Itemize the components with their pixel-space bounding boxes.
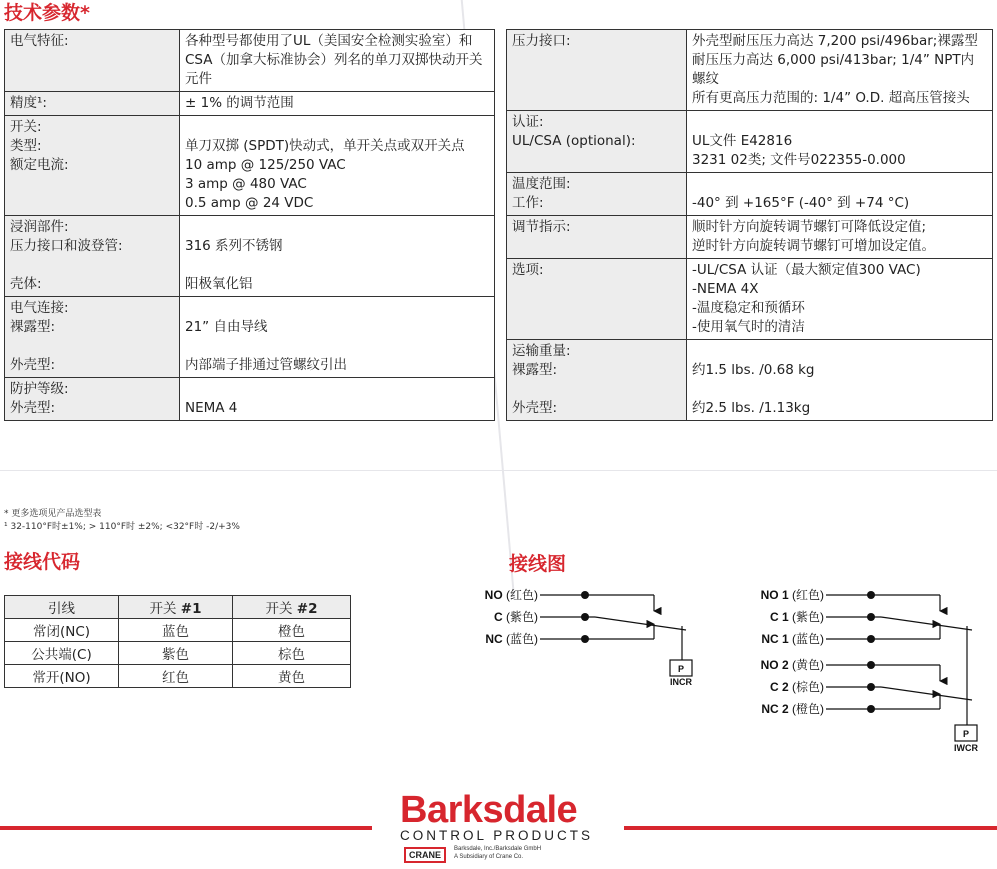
dual-label-c2 — [770, 679, 824, 694]
spec-key: 外壳型: — [10, 357, 56, 373]
spec-key-cell — [5, 30, 180, 92]
spec-key-cell — [507, 216, 687, 259]
spec-value-cell — [180, 116, 495, 216]
spec-key-cell — [5, 297, 180, 378]
spec-key-cell — [5, 116, 180, 216]
spec-key: 外壳型: — [512, 400, 558, 416]
spec-table-left — [4, 29, 495, 421]
table-row — [5, 92, 495, 116]
terminal-dot — [867, 683, 875, 691]
spec-key: 电气特征: — [10, 33, 69, 49]
label-code: NO 2 — [760, 658, 789, 672]
spec-key-cell — [507, 173, 687, 216]
table-row — [5, 665, 351, 688]
spec-key-cell — [5, 216, 180, 297]
subsidiary-line-2: A Subsidiary of Crane Co. — [454, 854, 524, 860]
table-row — [5, 297, 495, 378]
spec-value: -NEMA 4X — [692, 281, 759, 297]
spec-table-right — [506, 29, 993, 421]
label-code: NO 1 — [760, 588, 789, 602]
footnote-accuracy: ¹ 32-110°F时±1%; > 110°F时 ±2%; <32°F时 -2/+3% — [4, 522, 240, 532]
spec-value — [692, 175, 987, 194]
label-code: C — [493, 610, 503, 624]
crane-subsidiary-text — [454, 845, 541, 861]
terminal-dot — [867, 705, 875, 713]
spec-value: 3 amp @ 480 VAC — [185, 176, 307, 192]
spec-key: 压力接口: — [512, 33, 571, 49]
spec-value — [692, 342, 987, 361]
spec-value-cell — [180, 30, 495, 92]
spec-value-cell — [180, 297, 495, 378]
spec-value — [692, 380, 987, 399]
lead-cell: 常闭(NC) — [5, 619, 119, 642]
spec-value: -40° 到 +165°F (-40° 到 +74 °C) — [692, 195, 910, 211]
spec-value: 0.5 amp @ 24 VDC — [185, 195, 314, 211]
spec-value-cell — [180, 216, 495, 297]
spec-value: 单刀双掷 (SPDT)快动式，单开关点或双开关点 — [185, 138, 465, 154]
spec-value-cell — [687, 216, 993, 259]
spec-value-cell — [687, 173, 993, 216]
spec-value — [185, 118, 489, 137]
spec-key: UL/CSA (optional): — [512, 133, 636, 149]
terminal-dot — [581, 591, 589, 599]
switch-blade — [595, 617, 686, 630]
spec-value: UL文件 E42816 — [692, 133, 793, 149]
switch-1-cell: 红色 — [119, 665, 233, 688]
label-color: (红色) — [792, 588, 824, 602]
wiring-code-title: 接线代码 — [4, 551, 81, 573]
spec-value: 316 系列不锈钢 — [185, 238, 283, 254]
spec-key: 精度¹: — [10, 95, 47, 111]
terminal-dot — [867, 613, 875, 621]
spec-value — [692, 113, 987, 132]
spec-key-cell — [5, 378, 180, 421]
spec-value: 顺时针方向旋转调节螺钉可降低设定值; — [692, 219, 927, 235]
terminal-dot — [867, 635, 875, 643]
spec-value: 约2.5 lbs. /1.13kg — [692, 400, 811, 416]
dual-label-nc1 — [761, 631, 824, 646]
spec-key: 选项: — [512, 262, 544, 278]
spec-key: 温度范围: — [512, 176, 571, 192]
barksdale-logo — [400, 790, 600, 869]
switch-2-cell: 棕色 — [233, 642, 351, 665]
spec-value-cell — [687, 259, 993, 340]
terminal-dot — [581, 613, 589, 621]
spec-value-cell — [180, 92, 495, 116]
table-row — [5, 116, 495, 216]
switch-2-cell: 黄色 — [233, 665, 351, 688]
header-switch-1 — [119, 596, 233, 619]
spec-value: ± 1% 的调节范围 — [185, 95, 294, 111]
spec-value-cell — [687, 340, 993, 421]
dual-label-no2 — [761, 658, 824, 672]
table-row — [507, 111, 993, 173]
footer-red-bar-left — [0, 826, 372, 830]
header-switch-1-label: 开关 — [149, 601, 181, 617]
spec-value: 逆时针方向旋转调节螺钉可增加设定值。 — [692, 238, 935, 254]
label-code: NC — [485, 632, 503, 646]
label-color: (蓝色) — [506, 632, 538, 646]
label-color: (棕色) — [792, 680, 824, 694]
table-row — [507, 216, 993, 259]
spec-key: 浸润部件: — [10, 219, 69, 235]
spec-value: 10 amp @ 125/250 VAC — [185, 157, 346, 173]
header-switch-2 — [233, 596, 351, 619]
spec-key: 防护等级: — [10, 381, 69, 397]
table-row — [5, 642, 351, 665]
spec-key: 认证: — [512, 114, 544, 130]
switch-1-cell: 蓝色 — [119, 619, 233, 642]
terminal-dot — [867, 591, 875, 599]
label-code: NO — [484, 588, 503, 602]
spec-value — [185, 256, 489, 275]
background-line — [0, 470, 997, 471]
footnote-more-options: * 更多选项见产品选型表 — [4, 509, 102, 519]
spec-value: 内部端子排通过管螺纹引出 — [185, 357, 347, 373]
label-color: (黄色) — [792, 658, 824, 672]
section-title: 技术参数* — [4, 2, 90, 24]
spec-key-cell — [507, 340, 687, 421]
label-code: C 1 — [769, 610, 789, 624]
terminal-dot — [867, 661, 875, 669]
brand-name: Barksdale — [400, 789, 578, 831]
label-color: (红色) — [506, 588, 538, 602]
spec-key-cell — [5, 92, 180, 116]
table-row — [5, 30, 495, 92]
spec-key: 裸露型: — [10, 319, 56, 335]
spec-key — [10, 256, 174, 275]
spec-value: -UL/CSA 认证（最大额定值300 VAC) — [692, 262, 921, 278]
spec-value: -温度稳定和预循环 — [692, 300, 805, 316]
dual-label-nc2 — [761, 701, 824, 716]
model-label-incr: INCR — [670, 677, 692, 687]
spec-key-cell — [507, 259, 687, 340]
switch-blade — [881, 617, 972, 630]
spec-key — [10, 337, 174, 356]
spec-value: 3231 02类; 文件号022355-0.000 — [692, 152, 906, 168]
subsidiary-line-1: Barksdale, Inc./Barksdale GmbH — [454, 846, 542, 852]
single-label-nc — [485, 631, 538, 646]
spec-key: 壳体: — [10, 276, 42, 292]
table-row — [5, 216, 495, 297]
label-color: (紫色) — [792, 610, 824, 624]
wiring-diagram-title: 接线图 — [509, 553, 567, 575]
spec-key: 压力接口和波登管: — [10, 238, 123, 254]
pressure-label: P — [677, 664, 685, 674]
table-row — [507, 173, 993, 216]
lead-cell: 公共端(C) — [5, 642, 119, 665]
switch-blade — [881, 687, 972, 700]
table-row — [5, 619, 351, 642]
spec-key: 电气连接: — [10, 300, 69, 316]
spec-key — [512, 380, 681, 399]
spec-key: 工作: — [512, 195, 544, 211]
header-switch-2-label: 开关 — [265, 601, 297, 617]
spec-key: 开关: — [10, 119, 42, 135]
crane-row — [400, 845, 600, 869]
brand-tagline: CONTROL PRODUCTS — [400, 828, 594, 843]
label-code: NC 2 — [761, 702, 789, 716]
single-label-no — [485, 588, 538, 602]
dual-label-no1 — [761, 588, 824, 602]
table-row — [507, 259, 993, 340]
label-code: C 2 — [769, 680, 789, 694]
switch-2-cell: 橙色 — [233, 619, 351, 642]
spec-value: 约1.5 lbs. /0.68 kg — [692, 362, 815, 378]
wiring-code-table — [4, 595, 351, 688]
spec-value: NEMA 4 — [185, 400, 238, 416]
crane-logo: CRANE — [404, 847, 446, 863]
spec-value — [185, 337, 489, 356]
header-lead: 引线 — [5, 596, 119, 619]
spec-key: 类型: — [10, 138, 42, 154]
spec-value: 所有更高压力范围的: 1/4” O.D. 超高压管接头 — [692, 90, 970, 106]
spec-value-cell — [180, 378, 495, 421]
spec-key-cell — [507, 30, 687, 111]
spec-value — [185, 380, 489, 399]
spec-key: 外壳型: — [10, 400, 56, 416]
spec-value: -使用氧气时的清洁 — [692, 319, 805, 335]
spec-key: 裸露型: — [512, 362, 558, 378]
single-label-c — [494, 609, 538, 624]
label-color: (蓝色) — [792, 632, 824, 646]
terminal-dot — [581, 635, 589, 643]
spec-value: 各种型号都使用了UL（美国安全检测实验室）和CSA（加拿大标准协会）列名的单刀双掷快动开关元件 — [185, 33, 483, 87]
spec-value — [185, 299, 489, 318]
spec-value: 阳极氧化铝 — [185, 276, 253, 292]
label-color: (紫色) — [506, 610, 538, 624]
spec-key: 运输重量: — [512, 343, 571, 359]
pressure-label: P — [962, 729, 970, 739]
spec-value-cell — [687, 111, 993, 173]
header-switch-2-number: #2 — [296, 601, 318, 617]
wiring-diagram — [470, 580, 990, 760]
lead-cell: 常开(NO) — [5, 665, 119, 688]
spec-value-cell — [687, 30, 993, 111]
spec-value: 21” 自由导线 — [185, 319, 268, 335]
dual-label-c1 — [770, 609, 824, 624]
spec-table-body — [5, 30, 495, 421]
spec-key-cell — [507, 111, 687, 173]
table-row — [507, 30, 993, 111]
wiring-code-header-row — [5, 596, 351, 619]
spec-table-body — [507, 30, 993, 421]
spec-key: 调节指示: — [512, 219, 571, 235]
model-label-iwcr: IWCR — [954, 743, 978, 753]
label-code: NC 1 — [761, 632, 789, 646]
table-row — [507, 340, 993, 421]
spec-value: 外壳型耐压压力高达 7,200 psi/496bar;裸露型耐压压力高达 6,000 psi/413bar; 1/4” NPT内螺纹 — [692, 33, 978, 87]
header-switch-1-number: #1 — [180, 601, 202, 617]
switch-1-cell: 紫色 — [119, 642, 233, 665]
spec-value — [185, 218, 489, 237]
table-row — [5, 378, 495, 421]
label-color: (橙色) — [792, 702, 824, 716]
spec-key: 额定电流: — [10, 157, 69, 173]
footer-red-bar-right — [624, 826, 997, 830]
